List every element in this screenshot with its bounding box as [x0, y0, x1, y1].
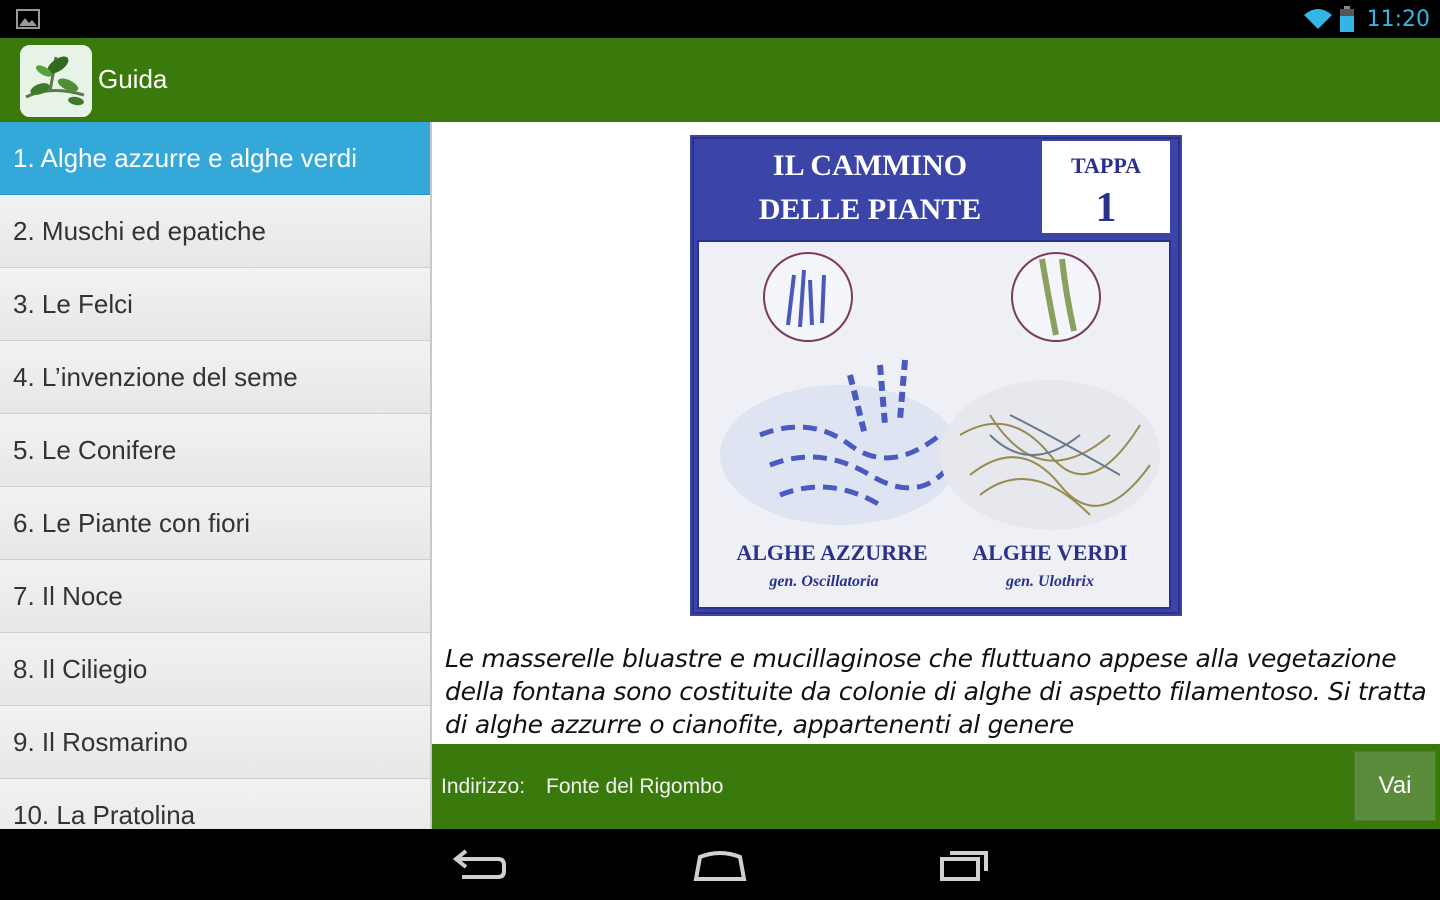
status-icons [1303, 5, 1430, 33]
poster-title-line2: DELLE PIANTE [758, 193, 982, 226]
recent-apps-icon[interactable] [934, 845, 994, 885]
list-item-label: 5. Le Conifere [13, 434, 177, 465]
address-bar [432, 744, 1440, 829]
poster-left-sub: gen. Oscillatoria [769, 573, 879, 590]
action-bar [0, 38, 1440, 122]
list-item[interactable] [0, 560, 430, 633]
navigation-bar [0, 829, 1440, 900]
list-item-label: 8. Il Ciliegio [13, 653, 148, 684]
poster-right-caption: ALGHE VERDI [972, 540, 1128, 565]
list-item[interactable] [0, 706, 430, 779]
list-item-label: 6. Le Piante con fiori [13, 507, 251, 538]
address-value: Fonte del Rigombo [546, 775, 724, 798]
list-item[interactable] [0, 779, 430, 829]
list-item[interactable] [0, 122, 430, 195]
list-item-label: 3. Le Felci [13, 288, 133, 319]
plant-leaf-icon[interactable] [20, 45, 92, 117]
list-item-label: 4. L’invenzione del seme [13, 361, 298, 392]
back-icon[interactable] [448, 845, 508, 885]
list-item-label: 10. La Pratolina [13, 799, 196, 829]
wifi-icon [1303, 7, 1333, 31]
address-label: Indirizzo: [441, 775, 526, 798]
go-button[interactable]: Vai [1354, 751, 1436, 821]
stage-poster-image [690, 135, 1182, 616]
list-item[interactable] [0, 487, 430, 560]
list-item[interactable] [0, 268, 430, 341]
status-time: 11:20 [1366, 6, 1430, 32]
list-item-label: 1. Alghe azzurre e alghe verdi [13, 142, 357, 173]
stage-list[interactable] [0, 122, 432, 829]
gallery-notification-icon [16, 9, 40, 29]
list-item[interactable] [0, 633, 430, 706]
list-item-label: 9. Il Rosmarino [13, 726, 188, 757]
poster-left-caption: ALGHE AZZURRE [736, 540, 928, 565]
poster-tappa-label: TAPPA [1070, 153, 1142, 178]
stage-description: Le masserelle bluastre e mucillaginose che fluttuano appese alla vegetazione della fontana sono costituite da colonie di alghe di aspetto filamentoso. Si tratta di alghe azzurre o cianofite, appartenenti al genere [445, 644, 1427, 739]
poster-right-sub: gen. Ulothrix [1005, 573, 1095, 590]
home-icon[interactable] [690, 845, 750, 885]
list-item-label: 7. Il Noce [13, 580, 123, 611]
list-item[interactable] [0, 414, 430, 487]
list-item[interactable] [0, 195, 430, 268]
app-title: Guida [98, 64, 168, 94]
content-pane[interactable] [432, 122, 1440, 744]
list-item-label: 2. Muschi ed epatiche [13, 215, 266, 246]
poster-title-line1: IL CAMMINO [772, 149, 968, 182]
battery-icon [1339, 6, 1355, 32]
status-bar [0, 0, 1440, 38]
poster-tappa-number: 1 [1095, 185, 1117, 231]
list-item[interactable] [0, 341, 430, 414]
